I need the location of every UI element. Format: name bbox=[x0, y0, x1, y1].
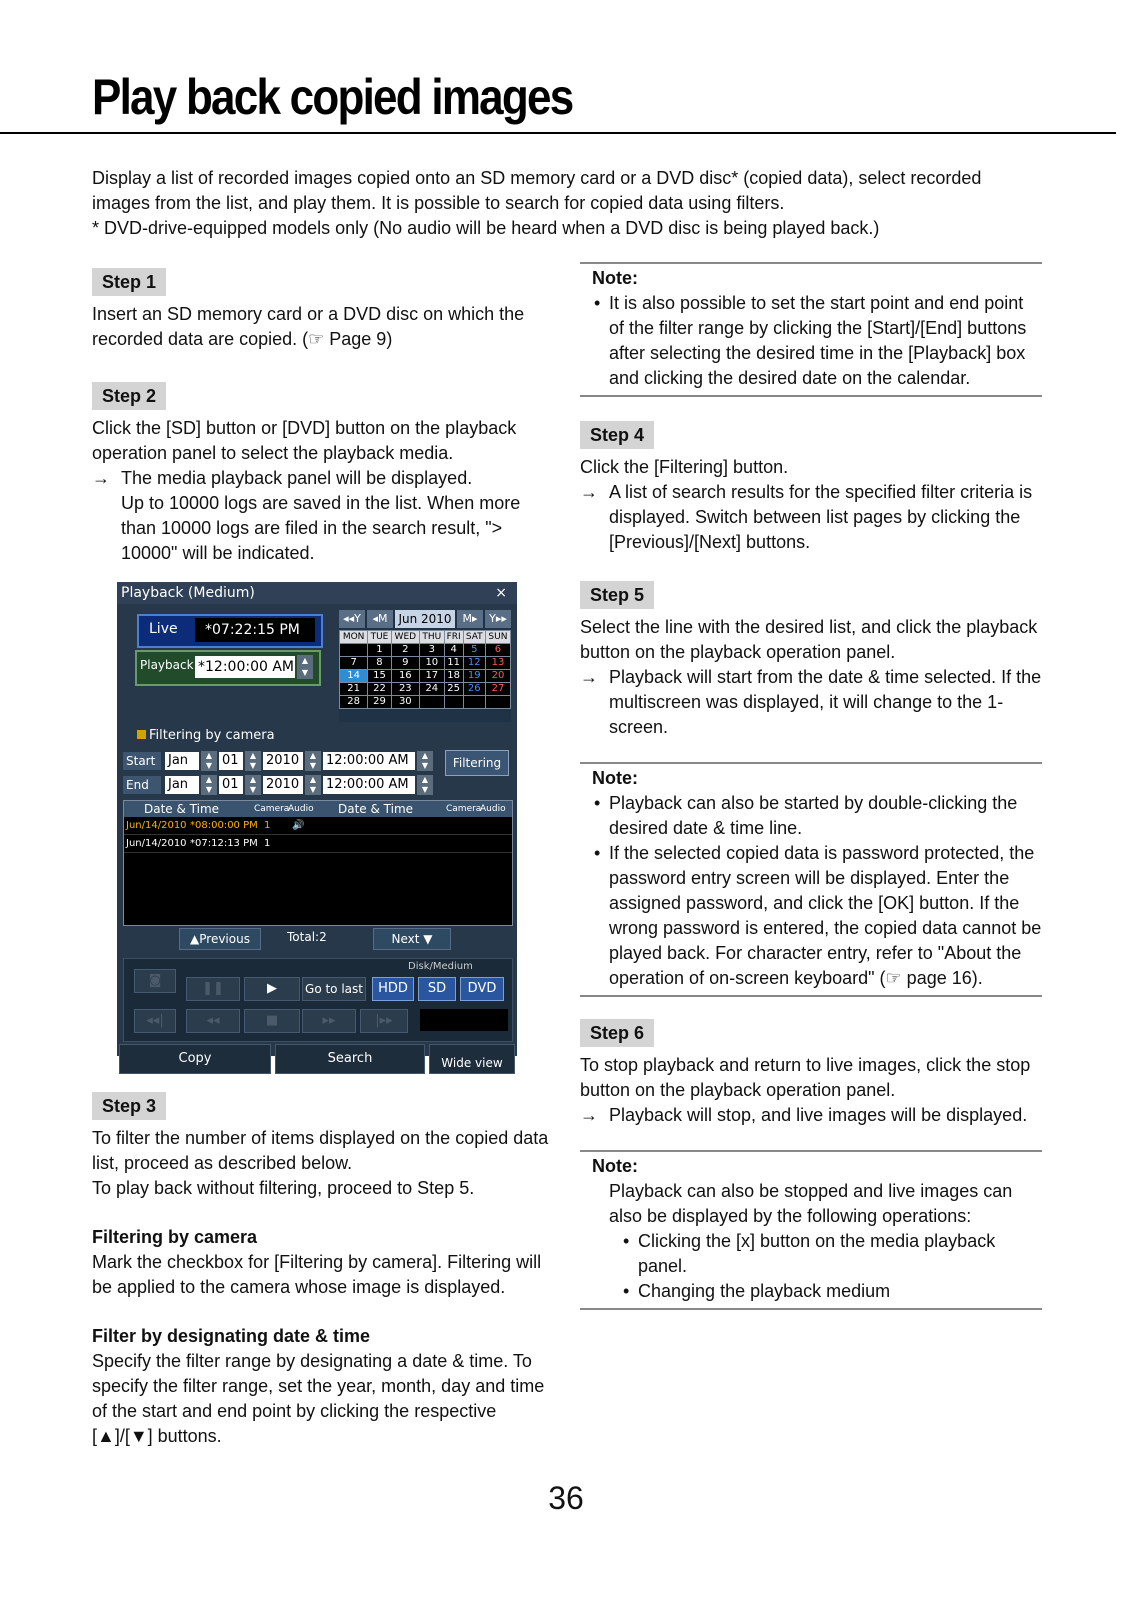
filtering-button[interactable]: Filtering bbox=[445, 750, 509, 776]
note-bullet bbox=[592, 791, 1042, 841]
bullet-icon: • bbox=[594, 793, 601, 813]
calendar-week bbox=[340, 657, 511, 670]
live-time: *07:22:15 PM bbox=[195, 618, 315, 642]
step-6-result bbox=[580, 1103, 1042, 1128]
arrow-icon: → bbox=[580, 1105, 598, 1125]
calendar-day[interactable]: 6 bbox=[485, 644, 510, 657]
note-2 bbox=[580, 762, 1042, 997]
end-year-spinner[interactable]: ▲ ▼ bbox=[305, 775, 321, 795]
calendar-day[interactable]: 27 bbox=[485, 683, 510, 696]
step-6-result-text: Playback will stop, and live images will be displayed. bbox=[609, 1105, 1028, 1125]
start-year-spinner[interactable]: ▲ ▼ bbox=[305, 751, 321, 771]
step-3-block bbox=[92, 1092, 552, 1449]
calendar-day[interactable]: 4 bbox=[444, 644, 463, 657]
day-header: SUN bbox=[485, 631, 510, 644]
calendar-day[interactable] bbox=[463, 696, 485, 709]
start-month[interactable]: Jan bbox=[165, 752, 199, 770]
status-display bbox=[420, 1009, 508, 1031]
page-title: Play back copied images bbox=[92, 69, 573, 125]
live-box[interactable] bbox=[137, 614, 323, 648]
right-column bbox=[580, 262, 1042, 1310]
note-3 bbox=[580, 1150, 1042, 1310]
calendar-day[interactable]: 30 bbox=[391, 696, 419, 709]
filter-camera-label: Filtering by camera bbox=[149, 728, 275, 743]
start-time-spinner[interactable]: ▲ ▼ bbox=[417, 751, 433, 771]
calendar-day[interactable]: 19 bbox=[463, 670, 485, 683]
col-header: Camera bbox=[254, 804, 290, 814]
skip-forward-icon[interactable]: |▸▸ bbox=[360, 1009, 408, 1033]
end-day-spinner[interactable]: ▲ ▼ bbox=[245, 775, 261, 795]
audio-icon: 🔊 bbox=[292, 820, 305, 831]
end-button[interactable]: End bbox=[123, 776, 161, 794]
total-count: Total:2 bbox=[287, 930, 327, 944]
filter-camera-checkbox[interactable] bbox=[137, 728, 275, 743]
calendar-day[interactable]: 8 bbox=[368, 657, 391, 670]
note-2-text-2: If the selected copied data is password protected, the password entry screen will be displayed. Enter the assigned password, and click the [OK] button. If the wrong password is entered, the copied data cannot be played back. For character entry, refer to "About the operation of on-screen keyboard" (☞ page 16). bbox=[609, 843, 1042, 988]
note-3-text: Playback can also be stopped and live images can also be displayed by the following operations: bbox=[609, 1181, 1013, 1226]
wide-view-button[interactable]: Wide view bbox=[429, 1044, 515, 1074]
step-3-label: Step 3 bbox=[92, 1092, 166, 1120]
day-header: WED bbox=[391, 631, 419, 644]
col-header: Audio bbox=[480, 804, 506, 814]
list-header bbox=[124, 801, 512, 817]
calendar-day[interactable] bbox=[340, 644, 368, 657]
arrow-icon: → bbox=[92, 468, 110, 488]
note-1 bbox=[580, 262, 1042, 397]
end-time[interactable]: 12:00:00 AM bbox=[323, 776, 415, 794]
start-day[interactable]: 01 bbox=[219, 752, 243, 770]
calendar-day[interactable]: 23 bbox=[391, 683, 419, 696]
col-header: Audio bbox=[288, 804, 314, 814]
start-month-spinner[interactable]: ▲ ▼ bbox=[201, 751, 217, 771]
calendar-day[interactable]: 21 bbox=[340, 683, 368, 696]
next-year-button[interactable]: Y▸▸ bbox=[485, 610, 511, 628]
step-4-result-text: A list of search results for the specified filter criteria is displayed. Switch between list pages by clicking the [Previous]/[Next] buttons. bbox=[609, 482, 1033, 552]
calendar-day[interactable]: 9 bbox=[391, 657, 419, 670]
day-header: SAT bbox=[463, 631, 485, 644]
row-camera: 1 bbox=[264, 820, 271, 831]
end-year[interactable]: 2010 bbox=[263, 776, 303, 794]
calendar-header bbox=[339, 610, 511, 628]
step-4-text: Click the [Filtering] button. bbox=[580, 457, 789, 477]
page-number: 36 bbox=[548, 1480, 584, 1516]
copied-data-list bbox=[123, 800, 513, 926]
calendar-day[interactable]: 2 bbox=[391, 644, 419, 657]
dvd-button[interactable]: DVD bbox=[460, 977, 504, 1001]
title-rule bbox=[0, 132, 1116, 134]
step-3-text-1: To filter the number of items displayed on the copied data list, proceed as described below. bbox=[92, 1128, 549, 1173]
copy-button[interactable]: Copy bbox=[119, 1044, 271, 1074]
panel-bottom-bar bbox=[117, 1042, 517, 1078]
calendar-week bbox=[340, 683, 511, 696]
calendar-day[interactable]: 29 bbox=[368, 696, 391, 709]
table-row[interactable] bbox=[124, 817, 512, 835]
step-5-result bbox=[580, 665, 1042, 740]
row-camera: 1 bbox=[264, 838, 271, 849]
start-year[interactable]: 2010 bbox=[263, 752, 303, 770]
calendar-day[interactable]: 13 bbox=[485, 657, 510, 670]
intro-line-2: images from the list, and play them. It is possible to search for copied data using filters. bbox=[92, 193, 785, 213]
day-header: TUE bbox=[368, 631, 391, 644]
panel-body bbox=[117, 604, 517, 1070]
list-footer bbox=[123, 928, 511, 950]
row-time: *07:12:13 PM bbox=[190, 838, 258, 849]
calendar-day-selected[interactable]: 14 bbox=[340, 670, 368, 683]
playback-controls bbox=[123, 958, 513, 1042]
calendar-grid bbox=[339, 630, 511, 709]
calendar-day[interactable]: 20 bbox=[485, 670, 510, 683]
note-bullet bbox=[592, 1279, 1042, 1304]
step-5-result-text: Playback will start from the date & time selected. If the multiscreen was displayed, it will change to the 1-screen. bbox=[609, 667, 1042, 737]
table-row[interactable] bbox=[124, 835, 512, 853]
calendar-day[interactable] bbox=[485, 696, 510, 709]
step-1-label: Step 1 bbox=[92, 268, 166, 296]
arrow-icon: → bbox=[580, 667, 598, 687]
playback-panel-screenshot bbox=[117, 582, 517, 1070]
row-time: *08:00:00 PM bbox=[190, 820, 258, 831]
calendar-week bbox=[340, 670, 511, 683]
col-header: Camera bbox=[446, 804, 482, 814]
step-1-text: Insert an SD memory card or a DVD disc on which the recorded data are copied. (☞ Page 9) bbox=[92, 304, 525, 349]
close-icon[interactable]: × bbox=[495, 585, 507, 601]
playback-label: Playback bbox=[140, 658, 194, 672]
camera-icon[interactable]: ◙ bbox=[134, 969, 176, 993]
stop-icon[interactable]: ■ bbox=[244, 1009, 300, 1033]
calendar-day[interactable]: 18 bbox=[444, 670, 463, 683]
rewind-icon[interactable]: ◂◂ bbox=[186, 1009, 240, 1033]
calendar-day[interactable]: 7 bbox=[340, 657, 368, 670]
start-button[interactable]: Start bbox=[123, 752, 161, 770]
calendar-day[interactable]: 1 bbox=[368, 644, 391, 657]
start-time[interactable]: 12:00:00 AM bbox=[323, 752, 415, 770]
calendar bbox=[339, 610, 511, 722]
row-date: Jun/14/2010 bbox=[126, 820, 187, 831]
prev-year-button[interactable]: ◂◂Y bbox=[339, 610, 365, 628]
calendar-day[interactable]: 3 bbox=[419, 644, 444, 657]
playback-time: *12:00:00 AM bbox=[195, 656, 295, 678]
sd-button[interactable]: SD bbox=[418, 977, 456, 1001]
step-5-label: Step 5 bbox=[580, 581, 654, 609]
day-header: FRI bbox=[444, 631, 463, 644]
go-to-last-button[interactable]: Go to last bbox=[302, 977, 366, 1001]
note-3-bullet-2: Changing the playback medium bbox=[638, 1281, 891, 1301]
col-header: Date & Time bbox=[144, 802, 220, 816]
calendar-day[interactable]: 10 bbox=[419, 657, 444, 670]
day-header: THU bbox=[419, 631, 444, 644]
note-1-text: It is also possible to set the start point and end point of the filter range by clicking the [Start]/[End] buttons after selecting the desired time in the [Playback] box and clicking the desired date on the calendar. bbox=[609, 293, 1027, 388]
end-row bbox=[123, 774, 513, 798]
filter-camera-text: Mark the checkbox for [Filtering by camera]. Filtering will be applied to the camera whose image is displayed. bbox=[92, 1252, 542, 1297]
end-month-spinner[interactable]: ▲ ▼ bbox=[201, 775, 217, 795]
step-5-text: Select the line with the desired list, and click the playback button on the playback operation panel. bbox=[580, 617, 1038, 662]
calendar-day[interactable]: 24 bbox=[419, 683, 444, 696]
note-bullet bbox=[592, 291, 1042, 391]
panel-title: Playback (Medium) bbox=[121, 585, 255, 601]
calendar-week bbox=[340, 644, 511, 657]
note-3-bullet-1: Clicking the [x] button on the media playback panel. bbox=[638, 1231, 996, 1276]
bullet-icon: • bbox=[623, 1281, 630, 1301]
play-button[interactable]: ▶ bbox=[244, 977, 300, 1001]
calendar-day[interactable]: 11 bbox=[444, 657, 463, 670]
note-label: Note: bbox=[592, 268, 638, 288]
bullet-icon: • bbox=[594, 293, 601, 313]
step-6-label: Step 6 bbox=[580, 1019, 654, 1047]
note-2-text-1: Playback can also be started by double-clicking the desired date & time line. bbox=[609, 793, 1018, 838]
playback-spinner[interactable]: ▲ ▼ bbox=[297, 655, 313, 679]
next-month-button[interactable]: M▸ bbox=[457, 610, 483, 628]
col-header: Date & Time bbox=[338, 802, 414, 816]
calendar-day[interactable]: 22 bbox=[368, 683, 391, 696]
previous-button[interactable]: ▲Previous bbox=[179, 928, 261, 950]
step-2-label: Step 2 bbox=[92, 382, 166, 410]
filter-date-heading: Filter by designating date & time bbox=[92, 1326, 371, 1346]
next-button[interactable]: Next ▼ bbox=[373, 928, 451, 950]
end-time-spinner[interactable]: ▲ ▼ bbox=[417, 775, 433, 795]
step-6-text: To stop playback and return to live images, click the stop button on the playback operation panel. bbox=[580, 1055, 1031, 1100]
step-3-text-2: To play back without filtering, proceed to Step 5. bbox=[92, 1178, 475, 1198]
pause-button[interactable]: ❚❚ bbox=[186, 977, 240, 1001]
hdd-button[interactable]: HDD bbox=[372, 977, 414, 1001]
checkbox-icon bbox=[137, 730, 146, 739]
bullet-icon: • bbox=[594, 843, 601, 863]
step-2-text: Click the [SD] button or [DVD] button on the playback operation panel to select the playback media. bbox=[92, 418, 517, 463]
end-month[interactable]: Jan bbox=[165, 776, 199, 794]
playback-box[interactable] bbox=[135, 650, 321, 686]
calendar-month: Jun 2010 bbox=[395, 610, 455, 628]
skip-back-icon[interactable]: ◂◂| bbox=[134, 1009, 176, 1033]
intro bbox=[92, 166, 1042, 241]
calendar-day[interactable] bbox=[444, 696, 463, 709]
note-bullet bbox=[592, 1229, 1042, 1279]
step-2-result bbox=[92, 466, 552, 491]
intro-line-1: Display a list of recorded images copied onto an SD memory card or a DVD disc* (copied data), select recorded bbox=[92, 168, 982, 188]
intro-line-3: * DVD-drive-equipped models only (No audio will be heard when a DVD disc is being played back.) bbox=[92, 218, 880, 238]
row-date: Jun/14/2010 bbox=[126, 838, 187, 849]
calendar-week bbox=[340, 696, 511, 709]
calendar-day-header-row bbox=[340, 631, 511, 644]
live-label: Live bbox=[149, 621, 178, 637]
calendar-day[interactable]: 17 bbox=[419, 670, 444, 683]
calendar-day[interactable] bbox=[419, 696, 444, 709]
note-label: Note: bbox=[592, 768, 638, 788]
note-label: Note: bbox=[592, 1156, 638, 1176]
calendar-day[interactable]: 5 bbox=[463, 644, 485, 657]
note-bullet bbox=[592, 841, 1042, 991]
left-column bbox=[92, 268, 552, 566]
step-2-detail: Up to 10000 logs are saved in the list. When more than 10000 logs are filed in the search result, "> 10000" will be indicated. bbox=[121, 493, 521, 563]
fast-forward-icon[interactable]: ▸▸ bbox=[302, 1009, 356, 1033]
step-4-result bbox=[580, 480, 1042, 555]
search-button[interactable]: Search bbox=[275, 1044, 425, 1074]
calendar-day[interactable]: 16 bbox=[391, 670, 419, 683]
step-2-result-text: The media playback panel will be displayed. bbox=[121, 468, 473, 488]
arrow-icon: → bbox=[580, 482, 598, 502]
prev-month-button[interactable]: ◂M bbox=[367, 610, 393, 628]
filter-camera-heading: Filtering by camera bbox=[92, 1227, 258, 1247]
calendar-day[interactable]: 25 bbox=[444, 683, 463, 696]
calendar-day[interactable]: 28 bbox=[340, 696, 368, 709]
end-day[interactable]: 01 bbox=[219, 776, 243, 794]
calendar-day[interactable]: 15 bbox=[368, 670, 391, 683]
bullet-icon: • bbox=[623, 1231, 630, 1251]
start-day-spinner[interactable]: ▲ ▼ bbox=[245, 751, 261, 771]
day-header: MON bbox=[340, 631, 368, 644]
step-4-label: Step 4 bbox=[580, 421, 654, 449]
calendar-day[interactable]: 26 bbox=[463, 683, 485, 696]
disk-medium-label: Disk/Medium bbox=[408, 961, 473, 972]
filter-date-text: Specify the filter range by designating a date & time. To specify the filter range, set the year, month, day and time of the start and end point by clicking the respective [▲]/[▼] buttons. bbox=[92, 1351, 545, 1446]
panel-titlebar bbox=[117, 582, 517, 604]
calendar-day[interactable]: 12 bbox=[463, 657, 485, 670]
